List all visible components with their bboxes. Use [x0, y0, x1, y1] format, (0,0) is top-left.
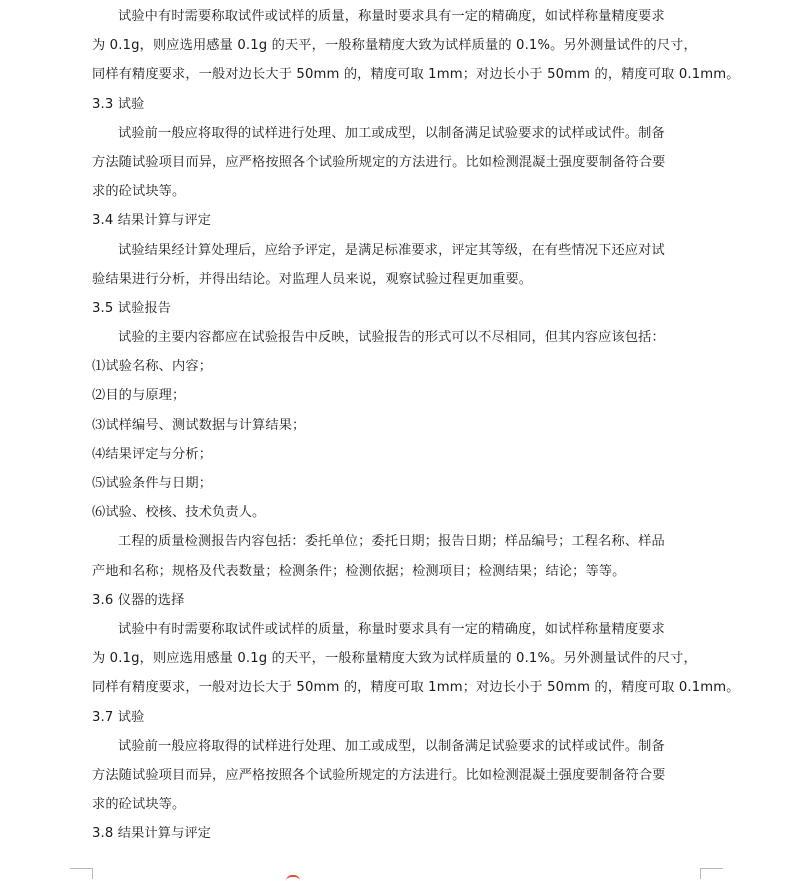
paragraph-line: 求的砼试块等。 — [92, 184, 186, 200]
paragraph-line: ⑴试验名称、内容； — [92, 359, 213, 375]
paragraph-line: ⑷结果评定与分析； — [92, 446, 213, 462]
section-heading: 3.3 试验 — [92, 96, 145, 112]
paragraph-line: 产地和名称；规格及代表数量；检测条件；检测依据；检测项目；检测结果；结论；等等。 — [92, 563, 626, 579]
section-heading: 3.8 结果计算与评定 — [92, 826, 212, 842]
red-cursor-marker — [286, 875, 300, 881]
paragraph-line: 为 0.1g，则应选用感量 0.1g 的天平，一般称量精度大致为试样质量的 0.1%。另外测量试件的尺寸， — [92, 38, 697, 54]
paragraph-line: 方法随试验项目而异，应严格按照各个试验所规定的方法进行。比如检测混凝土强度要制备符合要 — [92, 154, 666, 170]
paragraph-line: 试验前一般应将取得的试样进行处理、加工或成型，以制备满足试验要求的试样或试件。制备 — [118, 738, 665, 754]
paragraph-line: ⑹试验、校核、技术负责人。 — [92, 505, 266, 521]
paragraph-line: ⑶试样编号、测试数据与计算结果； — [92, 417, 306, 433]
paragraph-line: 同样有精度要求，一般对边长大于 50mm 的，精度可取 1mm；对边长小于 50mm 的，精度可取 0.1mm。 — [92, 680, 740, 696]
paragraph-line: 试验结果经计算处理后，应给予评定，是满足标准要求，评定其等级，在有些情况下还应对试 — [118, 242, 665, 258]
page-corner-mark-right — [700, 868, 723, 879]
section-heading: 3.6 仪器的选择 — [92, 592, 185, 608]
section-heading: 3.5 试验报告 — [92, 300, 172, 316]
paragraph-line: 工程的质量检测报告内容包括：委托单位；委托日期；报告日期；样品编号；工程名称、样品 — [118, 534, 665, 550]
paragraph-line: 试验的主要内容都应在试验报告中反映，试验报告的形式可以不尽相同，但其内容应该包括： — [118, 330, 665, 346]
paragraph-line: 试验中有时需要称取试件或试样的质量，称量时要求具有一定的精确度，如试样称量精度要求 — [118, 621, 665, 637]
paragraph-line: 方法随试验项目而异，应严格按照各个试验所规定的方法进行。比如检测混凝土强度要制备符合要 — [92, 767, 666, 783]
paragraph-line: 为 0.1g，则应选用感量 0.1g 的天平，一般称量精度大致为试样质量的 0.1%。另外测量试件的尺寸， — [92, 651, 697, 667]
paragraph-line: ⑸试验条件与日期； — [92, 476, 213, 491]
paragraph-line: 同样有精度要求，一般对边长大于 50mm 的，精度可取 1mm；对边长小于 50mm 的，精度可取 0.1mm。 — [92, 67, 740, 83]
document-body — [92, 2, 740, 848]
section-heading: 3.4 结果计算与评定 — [92, 213, 212, 229]
paragraph-line: 求的砼试块等。 — [92, 797, 186, 813]
paragraph-line: 试验前一般应将取得的试样进行处理、加工或成型，以制备满足试验要求的试样或试件。制备 — [118, 125, 665, 141]
paragraph-line: 试验中有时需要称取试件或试样的质量，称量时要求具有一定的精确度，如试样称量精度要求 — [118, 9, 665, 24]
section-heading: 3.7 试验 — [92, 709, 145, 725]
paragraph-line: 验结果进行分析，并得出结论。对监理人员来说，观察试验过程更加重要。 — [92, 271, 533, 287]
paragraph-line: ⑵目的与原理； — [92, 388, 186, 404]
page-corner-mark-left — [70, 868, 93, 879]
